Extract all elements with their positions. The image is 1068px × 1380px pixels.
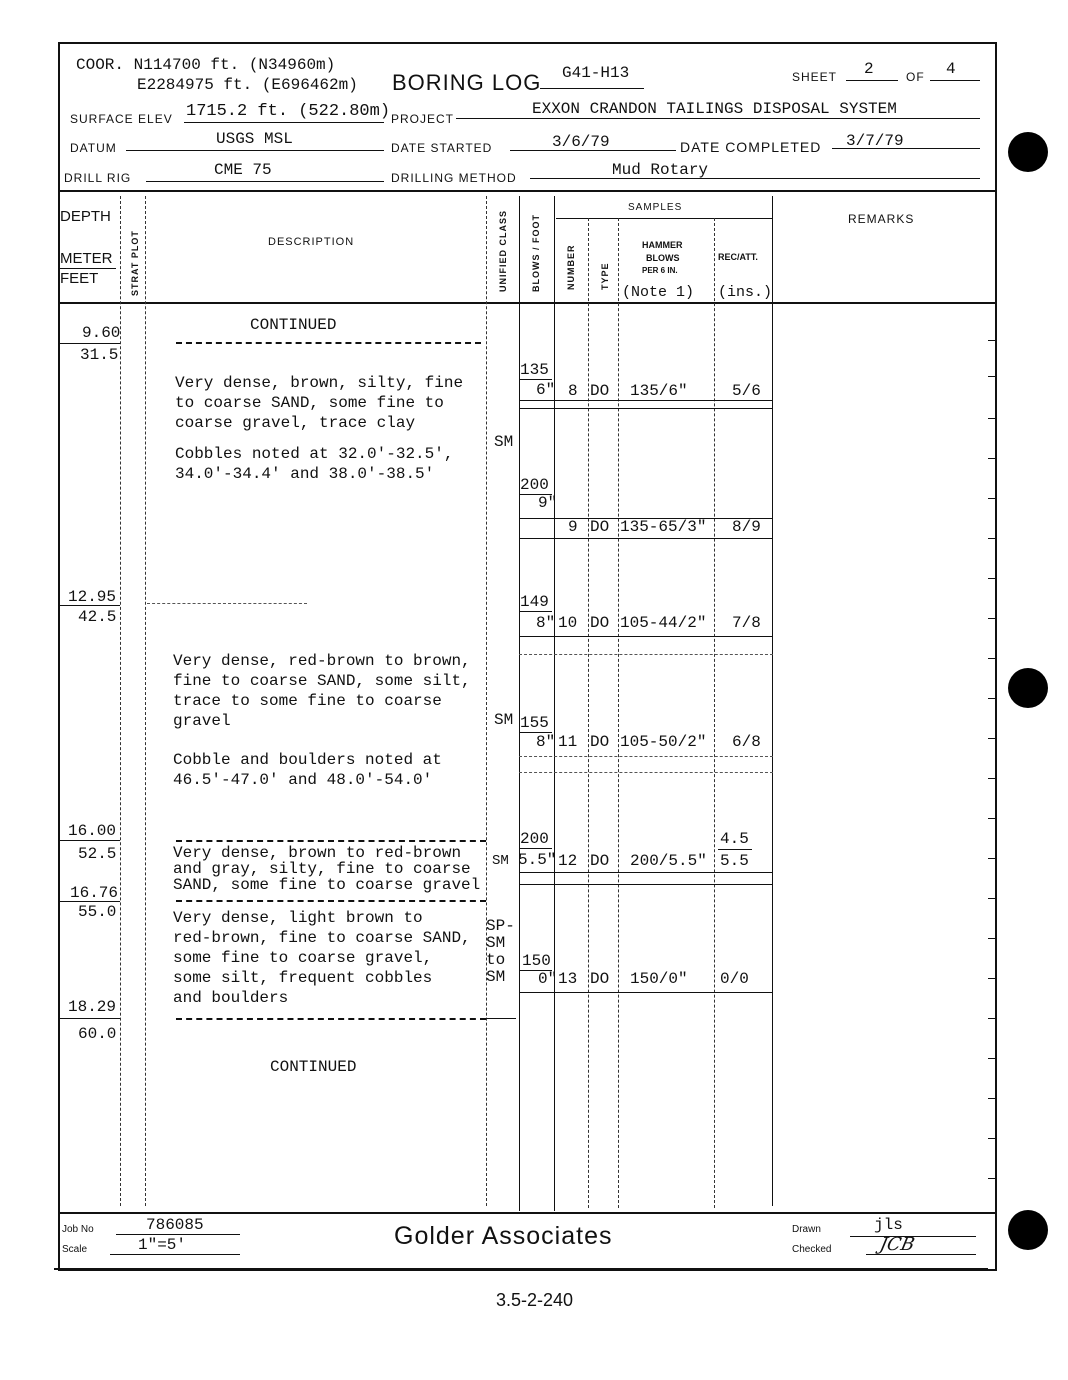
scale-value: 1"=5': [138, 1236, 187, 1254]
sample-number-header: NUMBER: [566, 244, 576, 290]
depth-meter: 16.00: [68, 822, 117, 840]
datum-value: USGS MSL: [216, 130, 293, 148]
hammer-blows: 105-44/2": [620, 614, 707, 632]
drilling-method-label: DRILLING METHOD: [391, 171, 517, 185]
sheet-total: 4: [946, 60, 956, 78]
recovery: 0/0: [720, 970, 749, 988]
depth-header: DEPTH: [60, 208, 111, 225]
depth-feet: 52.5: [78, 845, 117, 863]
layer-description: Very dense, light brown to red-brown, fine to coarse SAND, some fine to coarse gravel, some silt, frequent cobbles and boulders: [173, 909, 471, 1007]
continued-top: CONTINUED: [250, 316, 337, 334]
recovery: 5/6: [732, 382, 761, 400]
surface-elev-value: 1715.2 ft. (522.80m): [186, 102, 391, 121]
page-number: 3.5-2-240: [496, 1290, 574, 1310]
date-completed-value: 3/7/79: [846, 132, 904, 150]
blows-penetration: 5.5": [518, 851, 557, 869]
sheet-label: SHEET: [792, 70, 838, 84]
layer-description: Very dense, brown to red-brown and gray, silty, fine to coarse SAND, some fine to coarse gravel: [173, 844, 481, 894]
depth-feet: 55.0: [78, 903, 117, 921]
sample-type: DO: [590, 614, 610, 632]
depth-feet: 31.5: [80, 346, 119, 364]
layer-class: SM: [494, 433, 514, 451]
rec-units: (ins.): [718, 284, 773, 301]
punch-hole-top: [1008, 132, 1048, 172]
sample-number: 11: [558, 733, 578, 751]
sample-type: DO: [590, 382, 610, 400]
feet-header: FEET: [60, 270, 99, 287]
drill-rig-label: DRILL RIG: [64, 171, 132, 185]
blows-count: 200: [520, 830, 549, 848]
sample-number: 10: [558, 614, 578, 632]
sample-number: 13: [558, 970, 578, 988]
blows-foot-header: BLOWS / FOOT: [531, 214, 541, 292]
blows-count: 150: [522, 952, 551, 970]
continued-bottom: CONTINUED: [270, 1058, 357, 1076]
depth-meter: 12.95: [68, 588, 117, 606]
blows-penetration: 8": [536, 614, 556, 632]
drawn-label: Drawn: [792, 1224, 821, 1235]
hammer-header-2: BLOWS: [646, 253, 680, 263]
layer-description: Very dense, brown, silty, fine to coarse SAND, some fine to coarse gravel, trace clay: [175, 374, 464, 432]
hammer-blows: 135-65/3": [620, 518, 707, 536]
layer-description: Very dense, red-brown to brown, fine to coarse SAND, some silt, trace to some fine to coarse gravel: [173, 652, 471, 730]
date-started-value: 3/6/79: [552, 133, 610, 151]
blows-penetration: 0": [538, 970, 558, 988]
sample-type: DO: [590, 970, 610, 988]
depth-meter: 16.76: [70, 884, 119, 902]
layer-class: SP- SM to SM: [486, 917, 515, 986]
job-no-label: Job No: [62, 1224, 94, 1235]
drilling-method-value: Mud Rotary: [612, 161, 709, 179]
blows-count: 149: [520, 593, 549, 611]
blows-count: 135: [520, 361, 549, 379]
remarks-header: REMARKS: [848, 212, 915, 226]
recovery: 8/9: [732, 518, 761, 536]
layer-class: SM: [494, 711, 514, 729]
job-no-value: 786085: [146, 1216, 204, 1234]
depth-feet: 42.5: [78, 608, 117, 626]
blows-count: 155: [520, 714, 549, 732]
recovery: 6/8: [732, 733, 761, 751]
sample-number: 12: [558, 852, 578, 870]
blows-count: 200: [520, 476, 549, 494]
hammer-header-1: HAMMER: [642, 240, 683, 250]
hammer-blows: 105-50/2": [620, 733, 707, 751]
rec-att-header: REC/ATT.: [718, 252, 758, 262]
sample-number: 8: [568, 382, 578, 400]
recovery: 7/8: [732, 614, 761, 632]
project-label: PROJECT: [391, 112, 455, 126]
sample-type-header: TYPE: [600, 262, 610, 290]
layer-note: Cobble and boulders noted at 46.5'-47.0' and 48.0'-54.0': [173, 751, 442, 789]
depth-feet: 60.0: [78, 1025, 117, 1043]
recovery-top: 4.5: [720, 830, 749, 848]
hammer-note: (Note 1): [622, 284, 695, 301]
drawn-value: jls: [874, 1216, 903, 1234]
hammer-header-3: PER 6 IN.: [642, 266, 678, 275]
punch-hole-middle: [1008, 668, 1048, 708]
punch-hole-bottom: [1008, 1210, 1048, 1250]
depth-meter: 9.60: [82, 324, 121, 342]
sheet-of-label: OF: [906, 70, 925, 84]
sample-type: DO: [590, 518, 610, 536]
sheet-number: 2: [864, 60, 874, 78]
scale-label: Scale: [62, 1244, 88, 1255]
samples-header: SAMPLES: [628, 202, 683, 213]
coordinates-line-2: E2284975 ft. (E696462m): [137, 76, 358, 94]
layer-note: Cobbles noted at 32.0'-32.5', 34.0'-34.4' and 38.0'-38.5': [175, 445, 454, 483]
date-started-label: DATE STARTED: [391, 141, 493, 155]
company-name: Golder Associates: [394, 1222, 613, 1250]
depth-meter: 18.29: [68, 998, 117, 1016]
recovery: 5.5: [720, 852, 749, 870]
hammer-blows: 200/5.5": [630, 852, 707, 870]
date-completed-label: DATE COMPLETED: [680, 139, 822, 155]
coordinates-line-1: COOR. N114700 ft. (N34960m): [76, 56, 336, 74]
checked-initials-signature: JCB: [877, 1234, 917, 1255]
strat-plot-header: STRAT PLOT: [130, 230, 140, 296]
hammer-blows: 135/6": [630, 382, 688, 400]
datum-label: DATUM: [70, 141, 117, 155]
drill-rig-value: CME 75: [214, 161, 272, 179]
blows-penetration: 9": [538, 494, 558, 512]
unified-class-header: UNIFIED CLASS: [498, 209, 508, 292]
blows-penetration: 6": [536, 381, 556, 399]
project-value: EXXON CRANDON TAILINGS DISPOSAL SYSTEM: [532, 100, 897, 118]
layer-class: SM: [492, 853, 509, 869]
description-header: DESCRIPTION: [268, 236, 355, 248]
surface-elev-label: SURFACE ELEV: [70, 112, 173, 126]
sample-type: DO: [590, 733, 610, 751]
form-title: BORING LOG: [392, 70, 542, 95]
hammer-blows: 150/0": [630, 970, 688, 988]
sample-number: 9: [568, 518, 578, 536]
sample-type: DO: [590, 852, 610, 870]
blows-penetration: 8": [536, 733, 556, 751]
meter-header: METER: [60, 250, 113, 267]
boring-id: G41-H13: [562, 64, 630, 82]
checked-label: Checked: [792, 1244, 832, 1255]
